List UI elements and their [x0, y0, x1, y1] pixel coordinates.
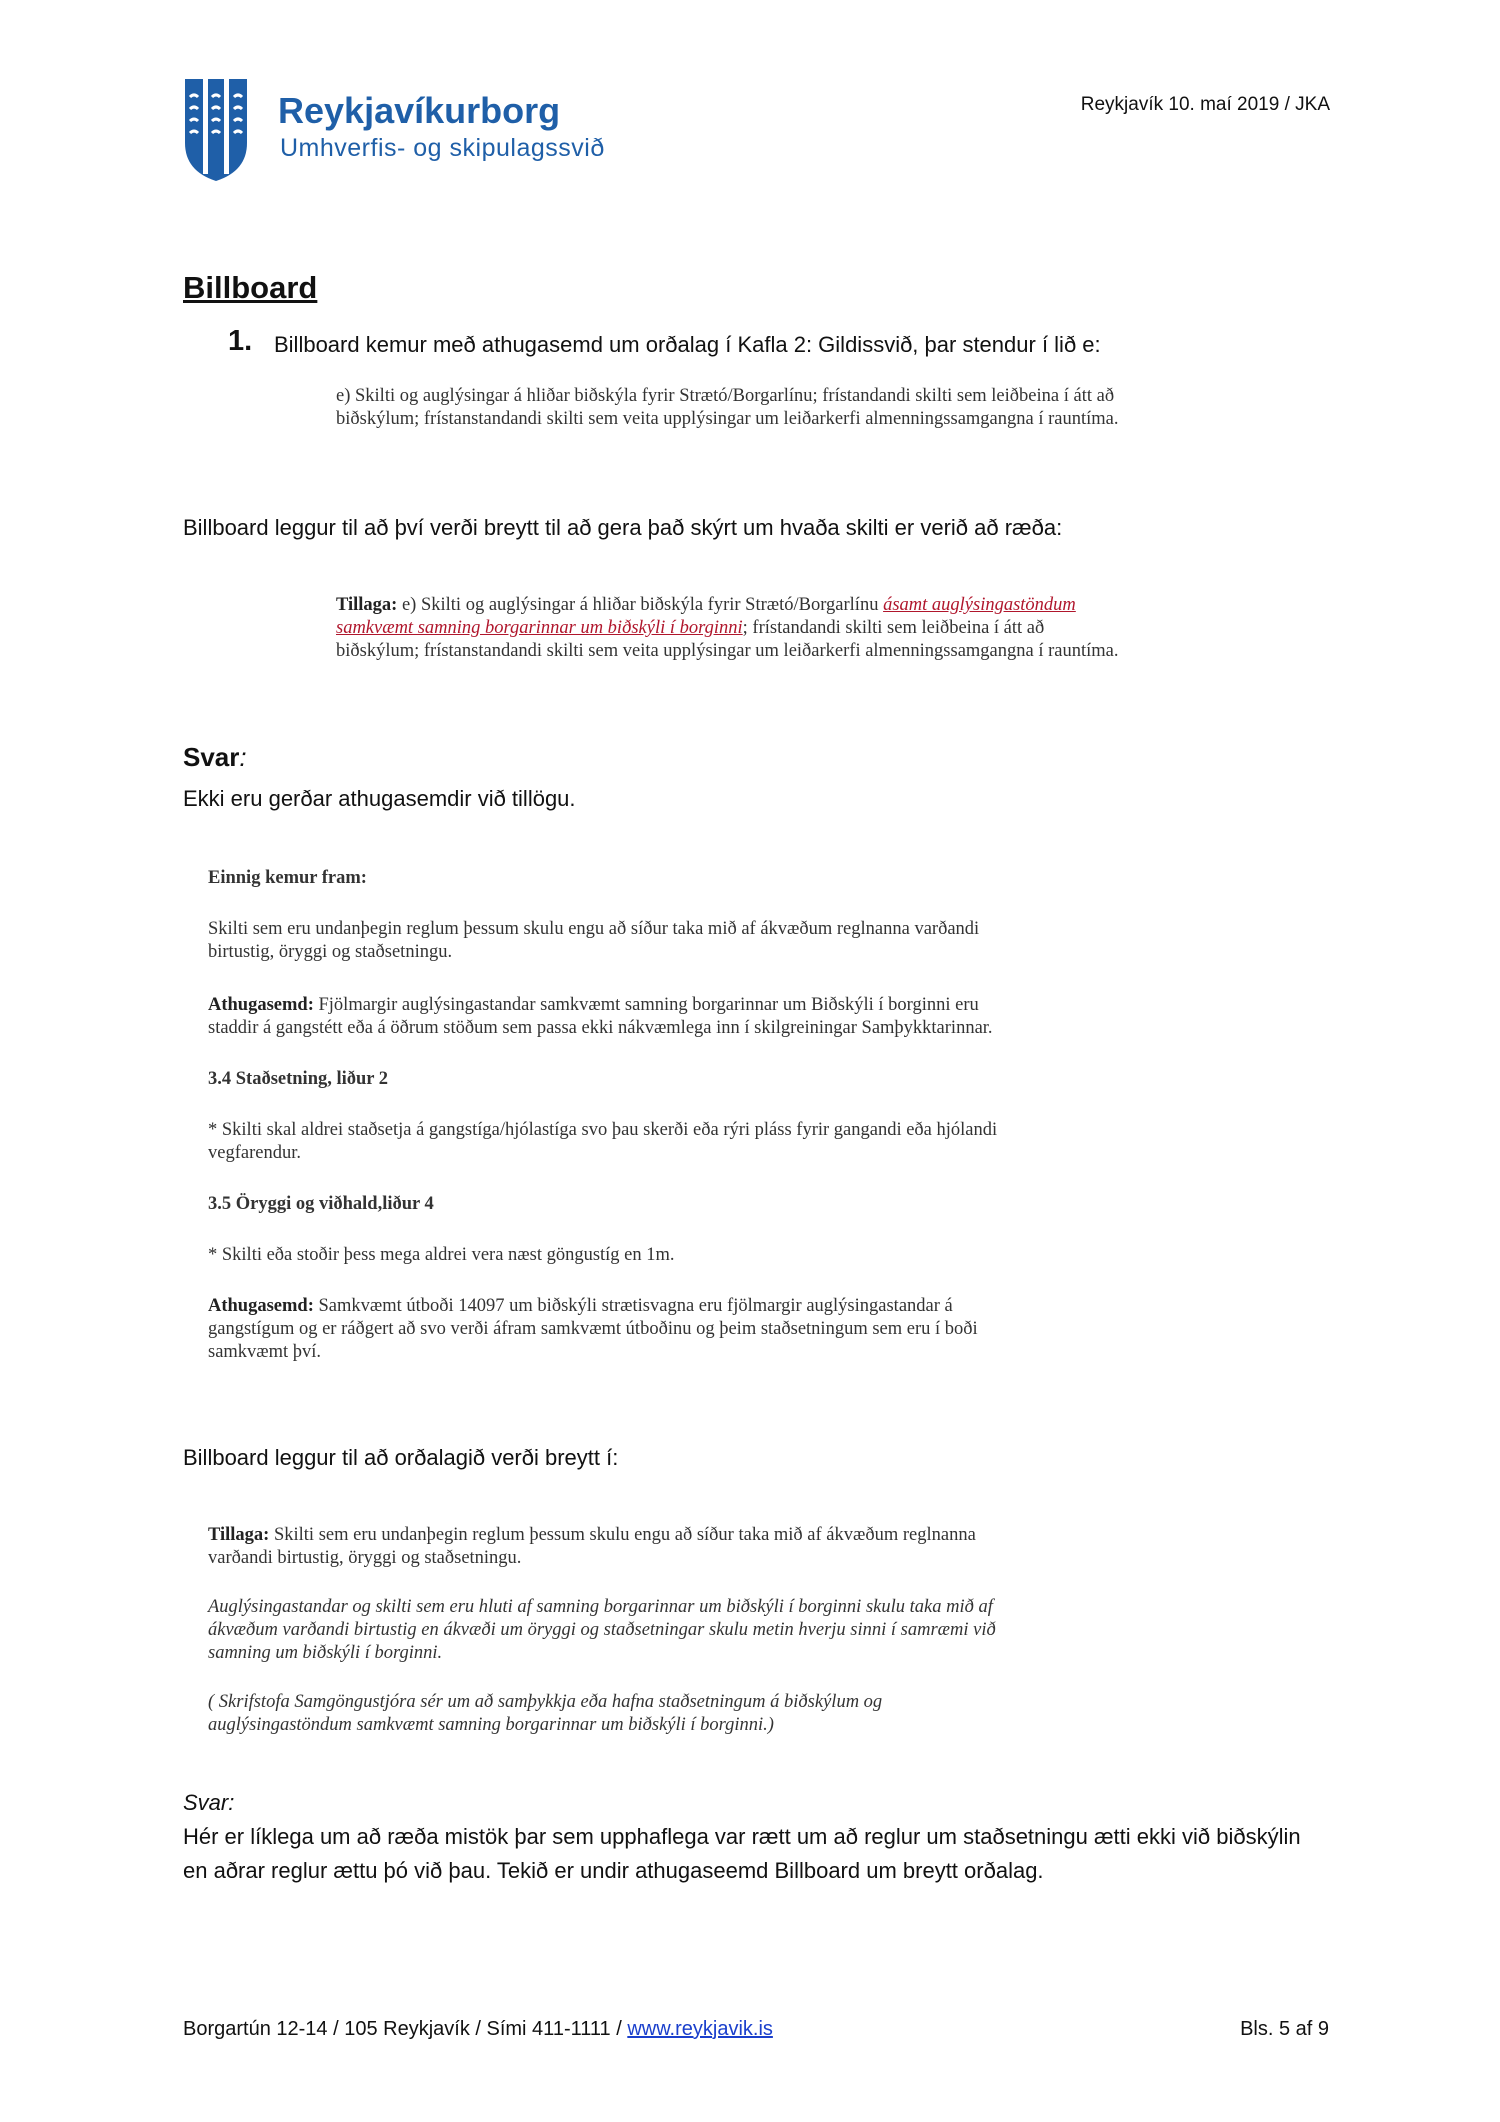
scan-paragraph: Skilti sem eru undanþegin reglum þessum skulu engu að síður taka mið af ákvæðum reglnanna varðandi birtustig, öryggi og staðsetningu.: [208, 919, 980, 962]
answer-label: Svar: [183, 742, 240, 772]
comment-text: Fjölmargir auglýsingastandar samkvæmt samning borgarinnar um Biðskýli í borginni eru staddir á gangstétt eða á öðrum stöðum sem passa ekki nákvæmlega inn í skilgreiningar Samþykktarinnar.: [208, 995, 993, 1038]
answer-2-text: Hér er líklega um að ræða mistök þar sem upphaflega var rætt um að reglur um staðsetningu ætti ekki við biðskýlin en aðrar reglur ættu þó við þau. Tekið er undir athugaseemd Billboard um breytt orðalag.: [183, 1824, 1301, 1883]
scan-comment-1: [208, 994, 1018, 1040]
footer-address: Borgartún 12-14 / 105 Reykjavík / Sími 411-1111 /: [183, 2018, 628, 2040]
quote-original-text: e) Skilti og auglýsingar á hliðar biðskýla fyrir Strætó/Borgarlínu; frístandandi skilti sem leiðbeina í átt að biðskýlum; frístanstandandi skilti sem veita upplýsingar um leiðarkerfi almenningssamgangna í rauntíma.: [336, 386, 1119, 429]
quote-proposal: [336, 594, 1126, 663]
proposal-intro: [208, 1524, 1008, 1570]
scan-item-3-5: * Skilti eða stoðir þess mega aldrei vera næst göngustíg en 1m.: [208, 1245, 675, 1265]
website-link[interactable]: www.reykjavik.is: [627, 2018, 773, 2040]
paragraph-proposal: Billboard leggur til að því verði breytt til að gera það skýrt um hvaða skilti er verið að ræða:: [183, 515, 1063, 540]
footer: [183, 2012, 773, 2046]
proposal-label: Tillaga:: [208, 1525, 270, 1545]
proposal-label: Tillaga:: [336, 595, 398, 615]
date-reference: Reykjavík 10. maí 2019 / JKA: [1080, 94, 1330, 115]
paragraph-wording: Billboard leggur til að orðalagið verði breytt í:: [183, 1445, 619, 1470]
comment-text: Samkvæmt útboði 14097 um biðskýli strætisvagna eru fjölmargir auglýsingastandar á gangstígum og er ráðgert að svo verði áfram samkvæmt útboðinu og þeim staðsetningum sem eru í boði samkvæmt því.: [208, 1296, 978, 1362]
org-name: Reykjavíkurborg: [278, 90, 561, 131]
comment-label: Athugasemd:: [208, 1296, 314, 1316]
item-number: 1.: [228, 325, 253, 357]
proposal-italic-2: ( Skrifstofa Samgöngustjóra sér um að samþykkja eða hafna staðsetningum á biðskýlum og auglýsingastöndum samkvæmt samning borgarinnar um biðskýli í borginni.): [208, 1692, 883, 1735]
item-text: Billboard kemur með athugasemd um orðalag í Kafla 2: Gildissvið, þar stendur í lið e:: [274, 332, 1101, 357]
scan-heading-3-5: 3.5 Öryggi og viðhald,liður 4: [208, 1194, 434, 1214]
scan-heading-3-4: 3.4 Staðsetning, liður 2: [208, 1069, 389, 1089]
answer-colon: :: [239, 742, 247, 772]
scanned-excerpt: [208, 867, 1018, 1364]
scanned-proposal: [208, 1524, 1008, 1737]
answer-2-label: Svar:: [183, 1790, 235, 1815]
answer-1-text: Ekki eru gerðar athugasemdir við tillögu.: [183, 786, 576, 811]
reykjavik-shield-icon: [183, 77, 249, 183]
proposal-part2: ; frístandandi skilti sem leiðbeina í átt að biðskýlum; frístanstandandi skilti sem veita upplýsingar um leiðarkerfi almenningssamgangna í rauntíma.: [336, 618, 1119, 661]
comment-label: Athugasemd:: [208, 995, 314, 1015]
page-number: Bls. 5 af 9: [1240, 2018, 1329, 2040]
proposal-highlight: ásamt auglýsingastöndum samkvæmt samning borgarinnar um biðskýli í borginni: [336, 595, 1076, 638]
section-title: Billboard: [183, 270, 318, 305]
org-division: Umhverfis- og skipulagssvið: [280, 134, 605, 162]
logo: [183, 77, 613, 183]
proposal-italic-1: Auglýsingastandar og skilti sem eru hluti af samning borgarinnar um biðskýli í borginni skulu taka mið af ákvæðum varðandi birtustig en ákvæði um öryggi og staðsetningar skulu metin hverju sinni í samræmi við samning um biðskýli í borginni.: [208, 1597, 996, 1663]
proposal-part1: e) Skilti og auglýsingar á hliðar biðskýla fyrir Strætó/Borgarlínu: [401, 595, 879, 615]
scan-heading: Einnig kemur fram:: [208, 868, 367, 888]
scan-item-3-4: * Skilti skal aldrei staðsetja á gangstíga/hjólastíga svo þau skerði eða rýri pláss fyrir gangandi eða hjólandi vegfarendur.: [208, 1120, 998, 1163]
scan-comment-2: [208, 1295, 1018, 1364]
proposal-text: Skilti sem eru undanþegin reglum þessum skulu engu að síður taka mið af ákvæðum reglnanna varðandi birtustig, öryggi og staðsetningu.: [208, 1525, 976, 1568]
answer-1-heading: [183, 740, 247, 774]
